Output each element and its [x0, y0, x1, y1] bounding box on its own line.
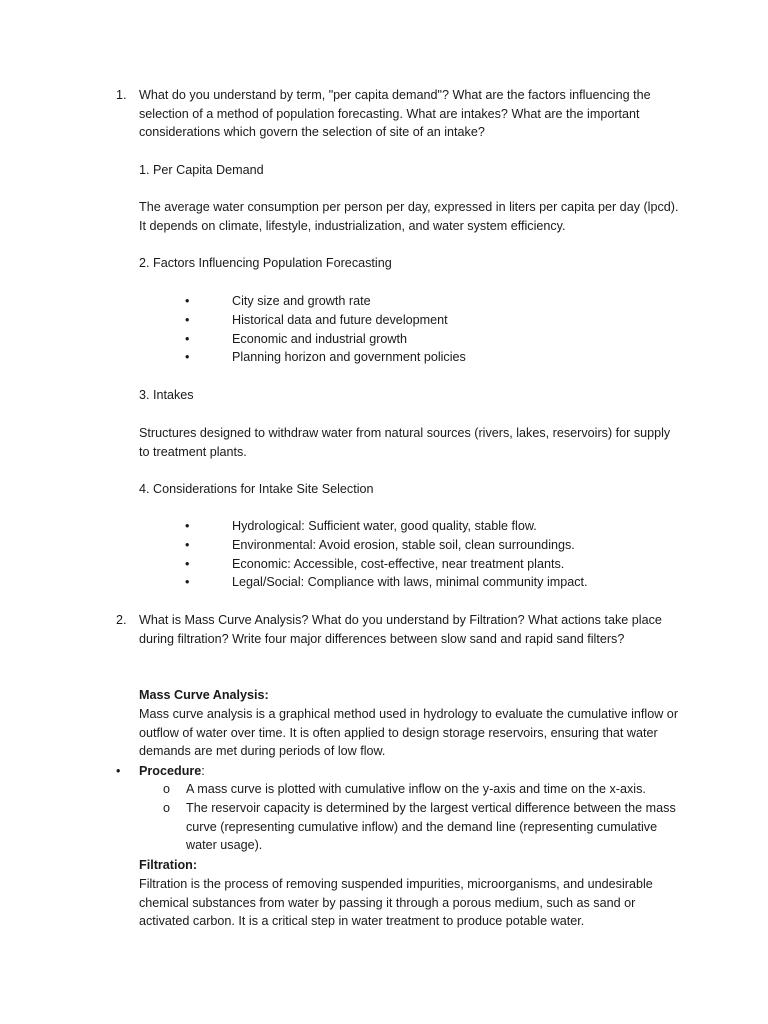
section-4-heading: 4. Considerations for Intake Site Selection — [139, 482, 374, 496]
procedure-label: Procedure: — [139, 764, 205, 778]
question-1-text: What do you understand by term, "per capita demand"? What are the factors influencing the selection of a method of population forecasting. What are intakes? What are the important considerations which govern the selection of site of an intake? — [139, 88, 651, 140]
mass-curve-text: Mass curve analysis is a graphical method used in hydrology to evaluate the cumulative inflow or outflow of water over time. It is often applied to design storage reservoirs, ensuring that water demands are met during periods of low flow. — [139, 707, 679, 759]
list-item: • City size and growth rate — [139, 292, 679, 311]
bullet-icon: • — [185, 312, 190, 327]
filtration-text: Filtration is the process of removing suspended impurities, microorganisms, and undesirable chemical substances from water by passing it through a porous medium, such as sand or activated carbon. It is a critical step in water treatment to produce potable water. — [139, 877, 653, 929]
list-item: • Environmental: Avoid erosion, stable soil, clean surroundings. — [139, 536, 679, 555]
filtration-heading: Filtration: — [139, 858, 198, 872]
question-1-number: 1. — [116, 88, 127, 102]
section-2-bullet-list — [139, 292, 679, 367]
sub-bullet-icon: o — [163, 782, 171, 796]
bullet-icon: • — [185, 575, 190, 590]
mass-curve-heading: Mass Curve Analysis: — [139, 688, 269, 702]
question-2-text: What is Mass Curve Analysis? What do you understand by Filtration? What actions take place during filtration? Write four major differences between slow sand and rapid sand filters? — [139, 613, 662, 646]
list-item: • Economic and industrial growth — [139, 330, 679, 349]
list-item: • Economic: Accessible, cost-effective, near treatment plants. — [139, 555, 679, 574]
section-3-text: Structures designed to withdraw water from natural sources (rivers, lakes, reservoirs) for supply to treatment plants. — [139, 426, 671, 459]
bullet-icon: • — [185, 519, 190, 533]
list-item: • Legal/Social: Compliance with laws, minimal community impact. — [139, 573, 679, 592]
bullet-icon: • — [185, 331, 190, 346]
question-2-number: 2. — [116, 613, 127, 627]
section-3-heading: 3. Intakes — [139, 388, 194, 402]
bullet-icon: • — [185, 350, 190, 365]
section-4-bullet-list — [139, 517, 679, 592]
list-item: • Hydrological: Sufficient water, good quality, stable flow. — [139, 517, 679, 536]
list-item: • Historical data and future development — [139, 311, 679, 330]
section-2-heading: 2. Factors Influencing Population Forecasting — [139, 256, 392, 270]
bullet-icon: • — [185, 294, 190, 308]
bullet-icon: • — [116, 764, 121, 778]
document-page: 1. What do you understand by term, "per capita demand"? What are the factors influencing the selection of a method of population forecasting. What are intakes? What are the important considerations which govern the selection of site of an intake? 1. Per Capita Demand The average water consumption per person per day, expressed in liters per capita per day (lpcd). It depends on climate, lifestyle, industrialization, and water system efficiency. 2. Factors Influencing Population Forecasting • City size and growth rate • Historical data and future development • Economic and industrial growth • Planning horizon and government policies 3. Intakes Structures designed to withdraw water from natural sources (rivers, lakes, reservoirs) for supply to treatment plants. 4. Considerations for Intake Site Selection • Hydrological: Sufficient water, good quality, stable flow. • Environmental: Avoid erosion, stable soil, clean surroundings. • Economic: Accessible, cost-effective, near treatment plants. • Legal/Social: Compliance with laws, minimal community impact. 2. What is Mass Curve Analysis? What do you understand by Filtration? What actions take place during filtration? Write four major differences between slow sand and rapid sand filters? Mass Curve Analysis: Mass curve analysis is a graphical method used in hydrology to evaluate the cumulative inflow or outflow of water over time. It is often applied to design storage reservoirs, ensuring that water demands are met during periods of low flow. • Procedure: o A mass curve is plotted with cumulative inflow on the y-axis and time on the x-axis. o The reservoir capacity is determined by the largest vertical difference between the mass curve (representing cumulative inflow) and the demand line (representing cumulative water usage). Filtration: Filtration is the process of removing suspended impurities, microorganisms, and undesirable chemical substances from water by passing it through a porous medium, such as sand or activated carbon. It is a critical step in water treatment to produce potable water. — [0, 0, 768, 1024]
bullet-icon: • — [185, 556, 190, 571]
section-1-heading: 1. Per Capita Demand — [139, 163, 264, 177]
bullet-icon: • — [185, 537, 190, 552]
section-1-text: The average water consumption per person per day, expressed in liters per capita per day (lpcd). It depends on climate, lifestyle, industrialization, and water system efficiency. — [139, 200, 679, 233]
list-item: • Planning horizon and government policies — [139, 348, 679, 367]
sub-bullet-icon: o — [163, 801, 171, 815]
